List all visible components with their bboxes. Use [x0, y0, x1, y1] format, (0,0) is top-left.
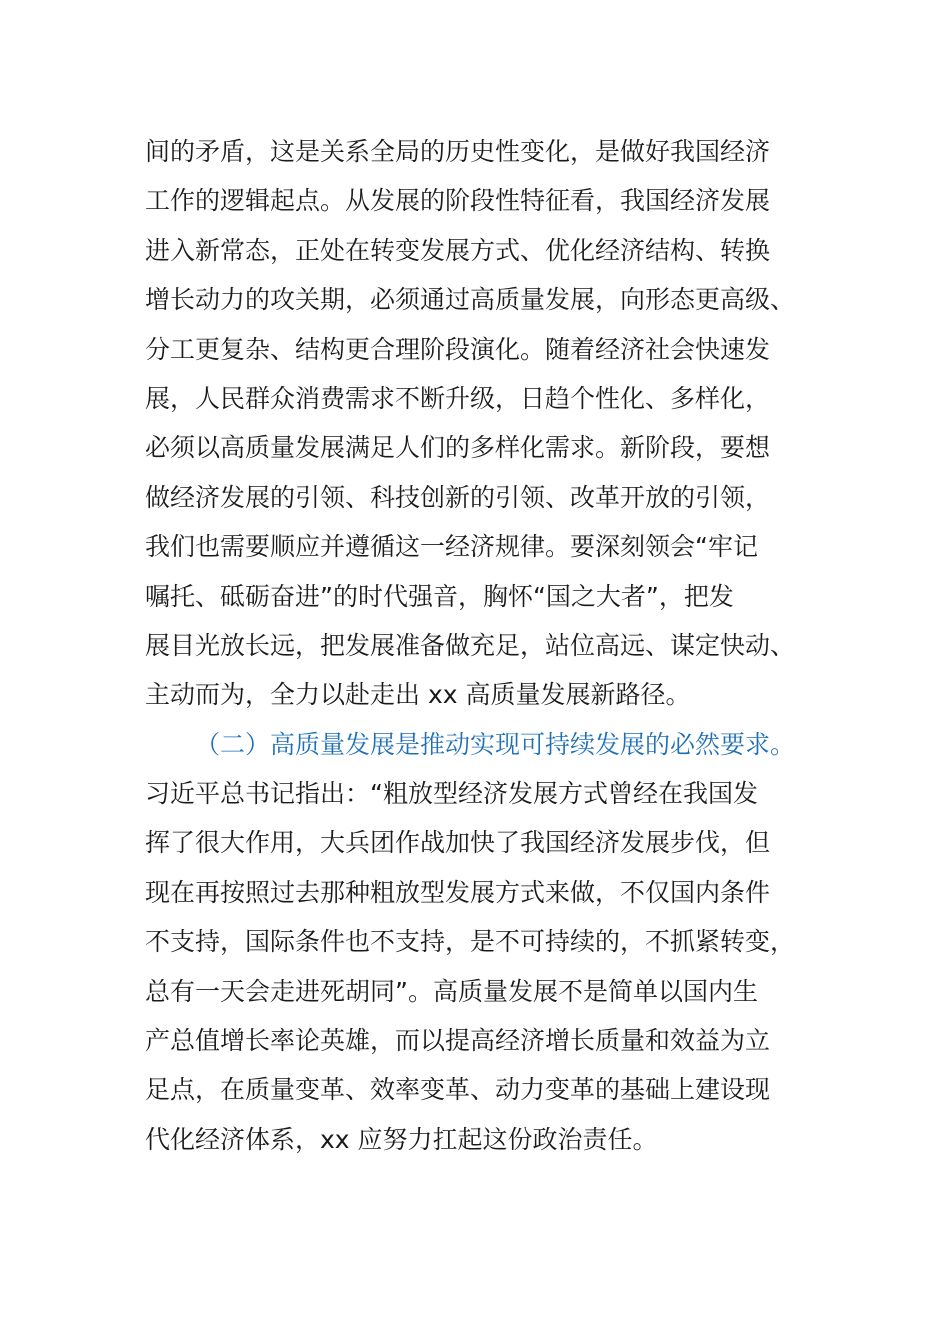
paragraph-1	[145, 127, 810, 720]
text-line: 不支持，国际条件也不支持，是不可持续的，不抓紧转变，	[145, 927, 796, 957]
text-line: 代化经济体系，xx 应努力扛起这份政治责任。	[145, 1124, 658, 1154]
text-line: 足点，在质量变革、效率变革、动力变革的基础上建设现	[145, 1075, 771, 1105]
text-line: 产总值增长率论英雄，而以提高经济增长质量和效益为立	[145, 1026, 771, 1056]
text-line: 展目光放长远，把发展准备做充足，站位高远、谋定快动、	[145, 630, 796, 660]
section-heading-line	[145, 720, 810, 769]
text-line: 分工更复杂、结构更合理阶段演化。随着经济社会快速发	[145, 334, 771, 364]
section-heading: （二）高质量发展是推动实现可持续发展的必然要求。	[195, 729, 796, 759]
paragraph-2	[145, 769, 810, 1164]
text-line: 间的矛盾，这是关系全局的历史性变化，是做好我国经济	[145, 137, 771, 166]
document-body	[145, 127, 810, 1164]
text-line: 必须以高质量发展满足人们的多样化需求。新阶段，要想	[145, 433, 771, 463]
text-line: 工作的逻辑起点。从发展的阶段性特征看，我国经济发展	[145, 186, 771, 216]
text-line: 展，人民群众消费需求不断升级，日趋个性化、多样化，	[145, 383, 771, 413]
text-line: 我们也需要顺应并遵循这一经济规律。要深刻领会“牢记	[145, 532, 758, 562]
text-line: 增长动力的攻关期，必须通过高质量发展，向形态更高级、	[145, 285, 796, 315]
text-line: 主动而为，全力以赴走出 xx 高质量发展新路径。	[145, 680, 691, 710]
text-line: 总有一天会走进死胡同”。高质量发展不是简单以国内生	[145, 976, 758, 1006]
text-line: 现在再按照过去那种粗放型发展方式来做，不仅国内条件	[145, 877, 771, 907]
text-line: 挥了很大作用，大兵团作战加快了我国经济发展步伐，但	[145, 828, 771, 858]
text-line: 做经济发展的引领、科技创新的引领、改革开放的引领，	[145, 482, 771, 512]
text-line: 进入新常态，正处在转变发展方式、优化经济结构、转换	[145, 235, 771, 265]
text-line: 嘱托、砥砺奋进”的时代强音，胸怀“国之大者”，把发	[145, 581, 734, 611]
text-line: 习近平总书记指出：“粗放型经济发展方式曾经在我国发	[145, 779, 758, 809]
